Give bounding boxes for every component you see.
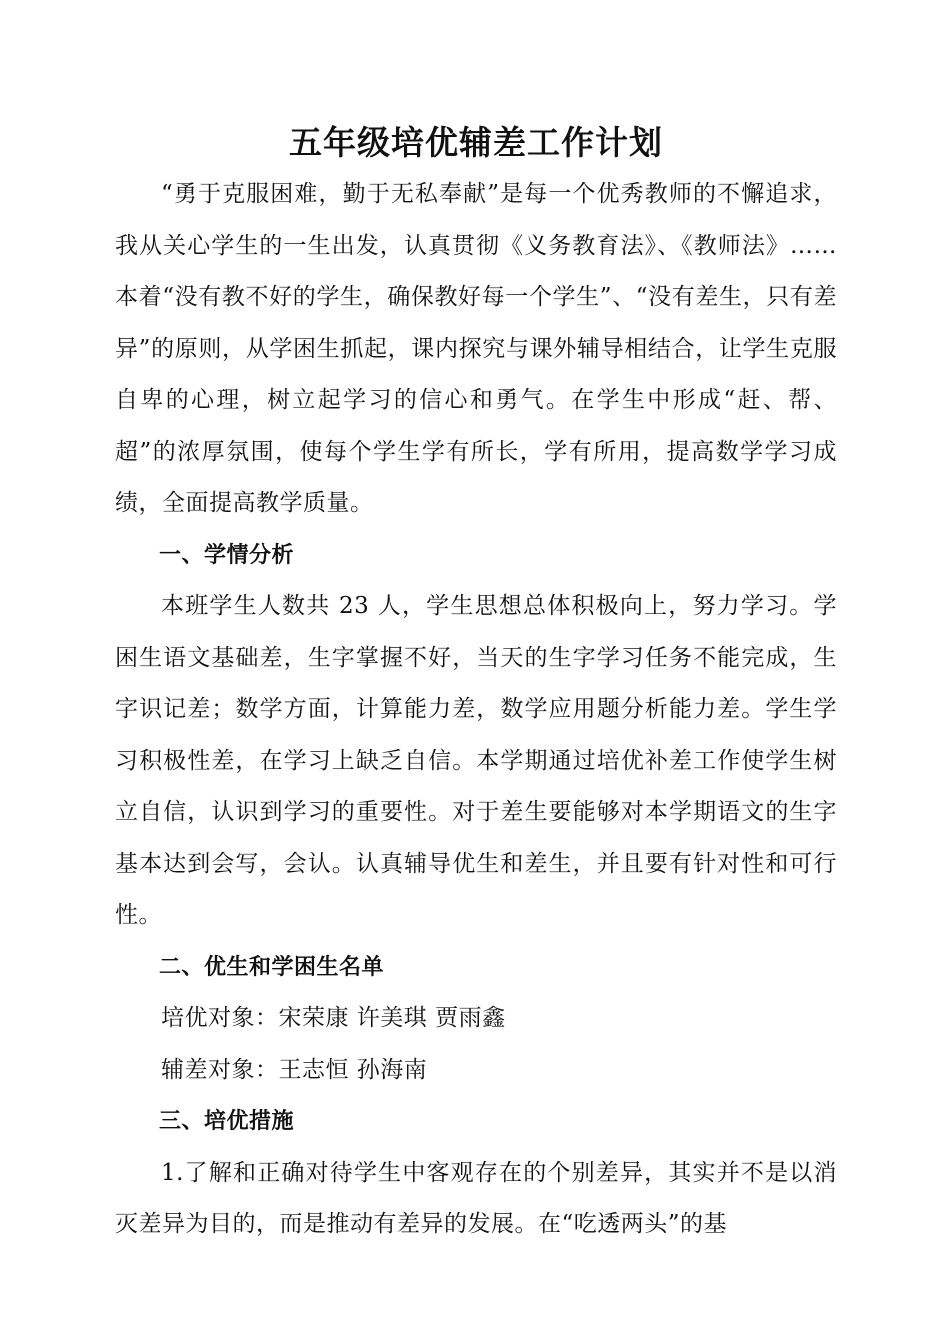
intro-paragraph: “勇于克服困难，勤于无私奉献”是每一个优秀教师的不懈追求，我从关心学生的一生出发，认真贯彻《义务教育法》、《教师法》……本着“没有教不好的学生，确保教好每一个学生”、“没有差生，只有差异”的原则，从学困生抓起，课内探究与课外辅导相结合，让学生克服自卑的心理，树立起学习的信心和勇气。在学生中形成“赶、帮、超”的浓厚氛围，使每个学生学有所长，学有所用，提高数学学习成绩，全面提高教学质量。 (115, 181, 837, 516)
struggling-students-line: 辅差对象：王志恒 孙海南 (161, 1056, 428, 1083)
section-heading-roster: 二、优生和学困生名单 (159, 954, 385, 980)
measure-item-1: 1.了解和正确对待学生中客观存在的个别差异，其实并不是以消灭差异为目的，而是推动有差异的发展。在“吃透两头”的基 (115, 1159, 837, 1237)
document-title: 五年级培优辅差工作计划 (289, 123, 663, 162)
analysis-paragraph: 本班学生人数共 23 人，学生思想总体积极向上，努力学习。学困生语文基础差，生字掌握不好，当天的生字学习任务不能完成，生字识记差；数学方面，计算能力差，数学应用题分析能力差。学生学习积极性差，在学习上缺乏自信。本学期通过培优补差工作使学生树立自信，认识到学习的重要性。对于差生要能够对本学期语文的生字基本达到会写，会认。认真辅导优生和差生，并且要有针对性和可行性。 (115, 593, 837, 928)
section-heading-measures: 三、培优措施 (159, 1109, 295, 1134)
document-body (115, 115, 837, 1251)
section-heading-analysis: 一、学情分析 (159, 542, 295, 568)
excellent-students-line: 培优对象：宋荣康 许美琪 贾雨鑫 (161, 1005, 506, 1031)
